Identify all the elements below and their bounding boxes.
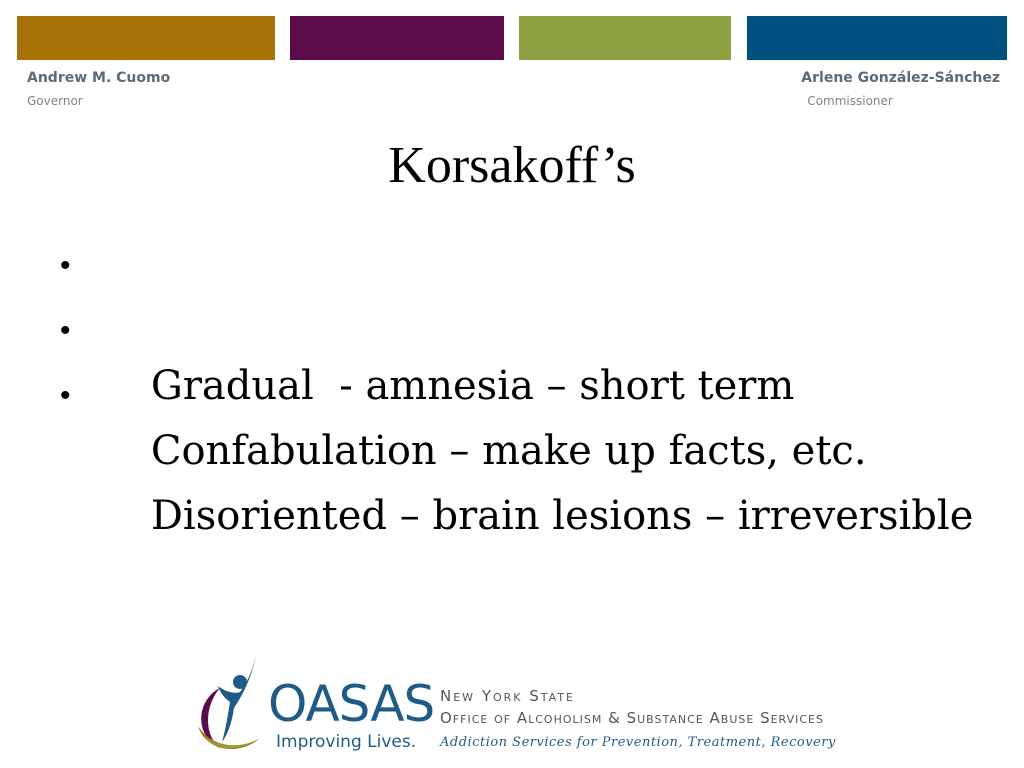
oasas-tagline: Improving Lives. [276,732,417,752]
governor-role: Governor [27,94,83,108]
bullet-text: Disoriented – brain lesions – irreversible [150,493,974,539]
governor-block [27,69,170,109]
logo-figure-body [218,656,256,742]
agency-office: Office of Alcoholism & Substance Abuse Services [440,709,824,727]
commissioner-block [801,69,1000,109]
agency-name-block [440,686,836,752]
slide-title: Korsakoff’s [388,137,636,194]
bullet-text: Gradual - amnesia – short term [150,363,795,409]
oasas-figure-logo-icon [190,652,266,756]
bullet-item [60,236,973,409]
oasas-wordmark: OASAS [268,675,435,733]
agency-state: New York State [440,687,575,705]
bullet-list [60,236,974,539]
agency-motto: Addiction Services for Prevention, Treatment, Recovery [440,735,836,750]
oasas-footer [190,652,870,756]
header-band-blue [747,16,1007,60]
bullet-text: Confabulation – make up facts, etc. [150,428,867,474]
bullet-dot: • [60,249,71,282]
header-band-green [519,16,731,60]
bullet-dot: • [60,379,71,412]
bullet-dot: • [60,314,71,347]
commissioner-name: Arlene González-Sánchez [801,70,1000,86]
governor-name: Andrew M. Cuomo [27,70,171,86]
header-band-purple [290,16,504,60]
commissioner-role: Commissioner [807,94,893,108]
header-band-gold [17,16,275,60]
